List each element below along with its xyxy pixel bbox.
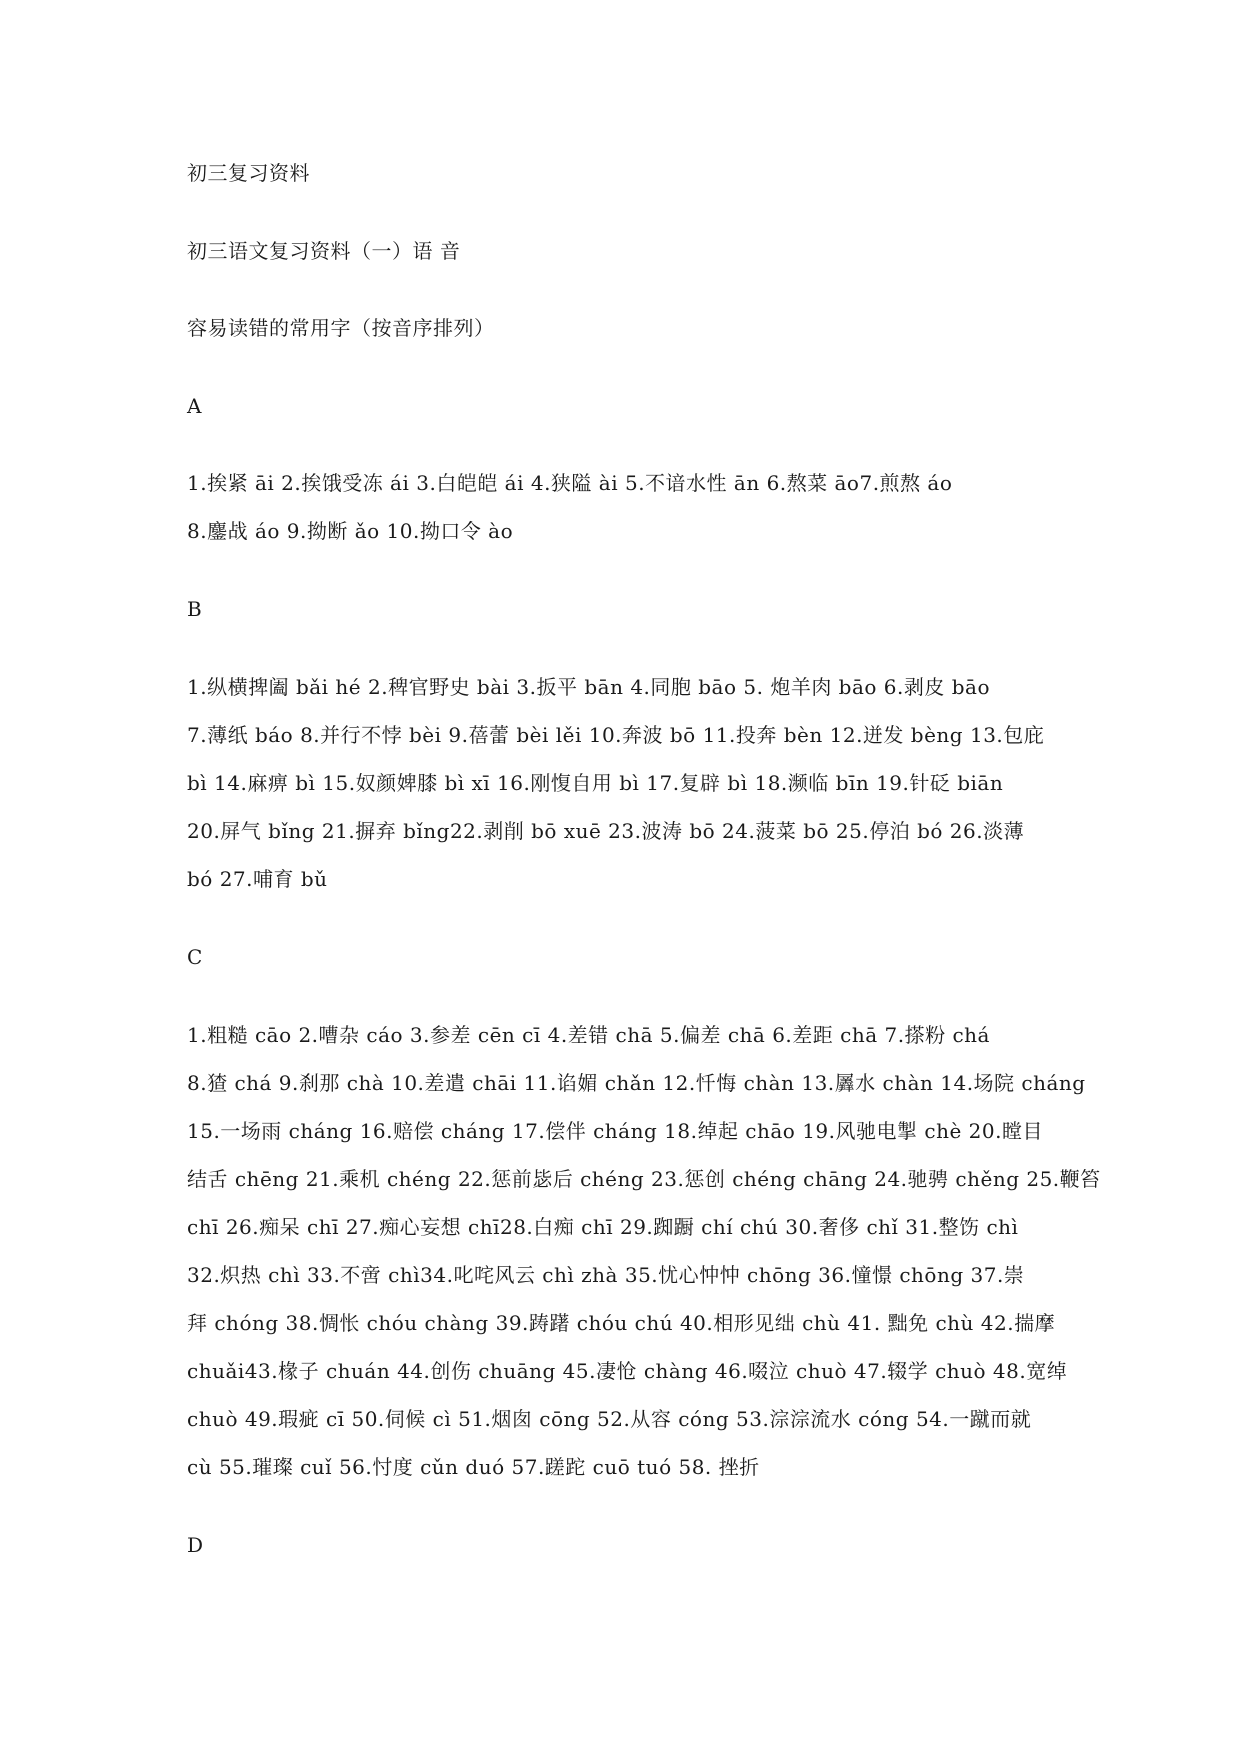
section-b-line: 20.屏气 bǐng 21.摒弃 bǐng22.剥削 bō xuē 23.波涛 bō 24.菠菜 bō 25.停泊 bó 26.淡薄 (187, 819, 1025, 843)
document-subtitle: 初三语文复习资料（一）语 音 (187, 239, 461, 263)
section-c-line: 8.猹 chá 9.刹那 chà 10.差遣 chāi 11.谄媚 chǎn 12.忏悔 chàn 13.羼水 chàn 14.场院 cháng (187, 1071, 1086, 1095)
section-c-line: 拜 chóng 38.惆怅 chóu chàng 39.踌躇 chóu chú 40.相形见绌 chù 41. 黜免 chù 42.揣摩 (187, 1311, 1056, 1335)
section-c-line: 15.一场雨 cháng 16.赔偿 cháng 17.偿伴 cháng 18.绰起 chāo 19.风驰电掣 chè 20.瞠目 (187, 1119, 1043, 1143)
section-c-line: 32.炽热 chì 33.不啻 chì34.叱咤风云 chì zhà 35.忧心忡忡 chōng 36.憧憬 chōng 37.崇 (187, 1263, 1025, 1287)
section-letter-a: A (187, 394, 202, 418)
section-c-line: chuǎi43.椽子 chuán 44.创伤 chuāng 45.凄怆 chàng 46.啜泣 chuò 47.辍学 chuò 48.宽绰 (187, 1359, 1068, 1383)
section-b-line: 7.薄纸 báo 8.并行不悖 bèi 9.蓓蕾 bèi lěi 10.奔波 bō 11.投奔 bèn 12.迸发 bèng 13.包庇 (187, 723, 1045, 747)
section-b-line: 1.纵横捭阖 bǎi hé 2.稗官野史 bài 3.扳平 bān 4.同胞 bāo 5. 炮羊肉 bāo 6.剥皮 bāo (187, 675, 991, 699)
section-c-line: 结舌 chēng 21.乘机 chéng 22.惩前毖后 chéng 23.惩创 chéng chāng 24.驰骋 chěng 25.鞭笞 (187, 1167, 1101, 1191)
section-a-line: 8.鏖战 áo 9.拗断 ǎo 10.拗口令 ào (187, 519, 514, 543)
section-c-line: 1.粗糙 cāo 2.嘈杂 cáo 3.参差 cēn cī 4.差错 chā 5.偏差 chā 6.差距 chā 7.搽粉 chá (187, 1023, 990, 1047)
section-letter-d: D (187, 1533, 204, 1557)
section-a-line: 1.挨紧 āi 2.挨饿受冻 ái 3.白皑皑 ái 4.狭隘 ài 5.不谙水性 ān 6.熬菜 āo7.煎熬 áo (187, 471, 953, 495)
section-b-line: bì 14.麻痹 bì 15.奴颜婢膝 bì xī 16.刚愎自用 bì 17.复辟 bì 18.濒临 bīn 19.针砭 biān (187, 771, 1004, 795)
section-letter-c: C (187, 945, 203, 969)
section-letter-b: B (187, 597, 203, 621)
section-c-line: chī 26.痴呆 chī 27.痴心妄想 chī28.白痴 chī 29.踟蹰 chí chú 30.奢侈 chǐ 31.整饬 chì (187, 1215, 1019, 1239)
document-title: 初三复习资料 (187, 161, 310, 185)
section-b-line: bó 27.哺育 bǔ (187, 867, 328, 891)
document-heading: 容易读错的常用字（按音序排列） (187, 316, 495, 340)
section-c-line: chuò 49.瑕疵 cī 50.伺候 cì 51.烟囱 cōng 52.从容 cóng 53.淙淙流水 cóng 54.一蹴而就 (187, 1407, 1032, 1431)
section-c-line: cù 55.璀璨 cuǐ 56.忖度 cǔn duó 57.蹉跎 cuō tuó 58. 挫折 (187, 1455, 760, 1479)
